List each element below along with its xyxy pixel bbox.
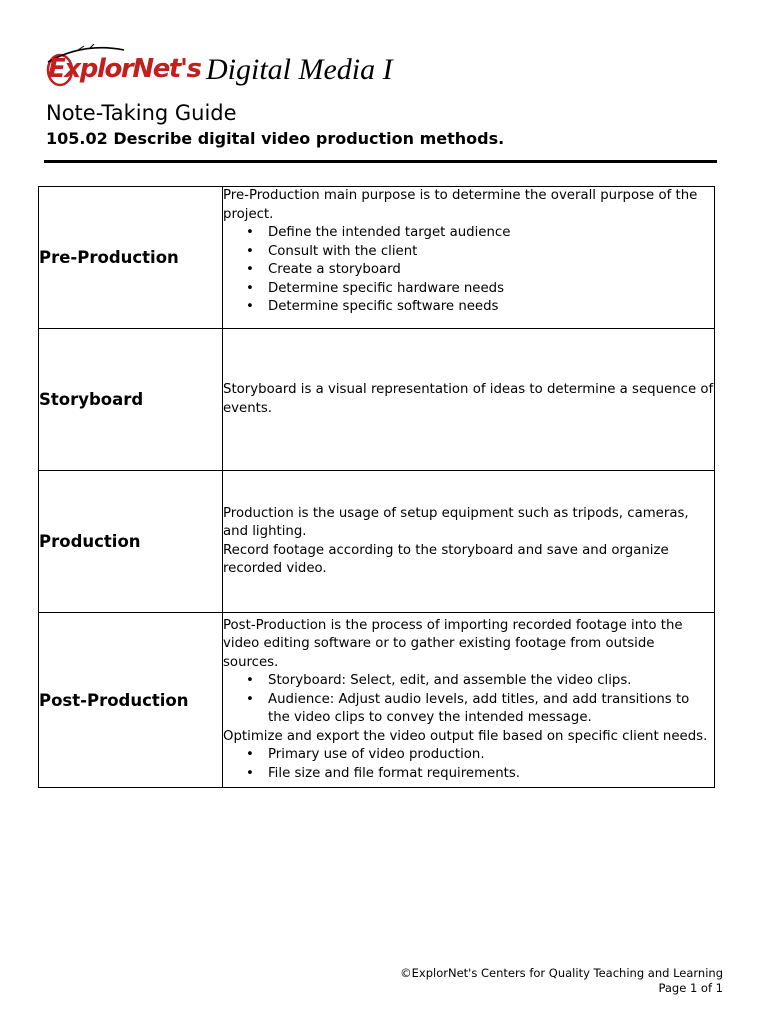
notes-cell	[223, 613, 715, 788]
list-item: • Create a storyboard	[268, 261, 714, 280]
page-footer	[400, 966, 723, 995]
list-item: • Determine specific software needs	[268, 298, 714, 317]
list-item: • File size and file format requirements.	[268, 765, 714, 784]
notes-cell	[223, 187, 715, 329]
list-item: • Consult with the client	[268, 243, 714, 262]
list-item: • Primary use of video production.	[268, 746, 714, 765]
table-row	[39, 613, 715, 788]
list-item: • Audience: Adjust audio levels, add titles, and add transitions to the video clips to convey the intended message.	[268, 691, 714, 728]
logo-brand-text: ExplorNet's	[48, 54, 201, 84]
term-cell: Storyboard	[39, 329, 223, 471]
page-subtitle: 105.02 Describe digital video production methods.	[46, 129, 505, 148]
list-item: • Determine specific hardware needs	[268, 280, 714, 299]
table-row	[39, 471, 715, 613]
bullet-list	[223, 224, 714, 317]
course-title: Digital Media I	[206, 53, 393, 86]
list-item: • Define the intended target audience	[268, 224, 714, 243]
notes-paragraph: Record footage according to the storyboard and save and organize recorded video.	[223, 542, 669, 576]
notes-paragraph: Post-Production is the process of importing recorded footage into the video editing software or to gather existing footage from outside sources.	[223, 617, 683, 670]
header-divider	[44, 160, 717, 163]
notes-cell	[223, 471, 715, 613]
bullet-list	[223, 672, 714, 728]
explornet-logo	[44, 44, 464, 94]
term-cell: Production	[39, 471, 223, 613]
notes-paragraph: Optimize and export the video output file based on specific client needs.	[223, 728, 708, 744]
copyright-line: ©ExplorNet's Centers for Quality Teaching and Learning	[400, 966, 723, 980]
page-title: Note-Taking Guide	[46, 101, 237, 125]
notes-cell	[223, 329, 715, 471]
term-cell: Pre-Production	[39, 187, 223, 329]
page-number: Page 1 of 1	[658, 980, 723, 995]
list-item: • Storyboard: Select, edit, and assemble the video clips.	[268, 672, 714, 691]
table-row	[39, 187, 715, 329]
table-row	[39, 329, 715, 471]
term-cell: Post-Production	[39, 613, 223, 788]
notes-paragraph: Production is the usage of setup equipment such as tripods, cameras, and lighting.	[223, 505, 689, 539]
notes-paragraph: Storyboard is a visual representation of ideas to determine a sequence of events.	[223, 382, 714, 416]
notes-table	[38, 186, 715, 788]
bullet-list	[223, 746, 714, 783]
notes-paragraph: Pre-Production main purpose is to determine the overall purpose of the project.	[223, 188, 698, 222]
